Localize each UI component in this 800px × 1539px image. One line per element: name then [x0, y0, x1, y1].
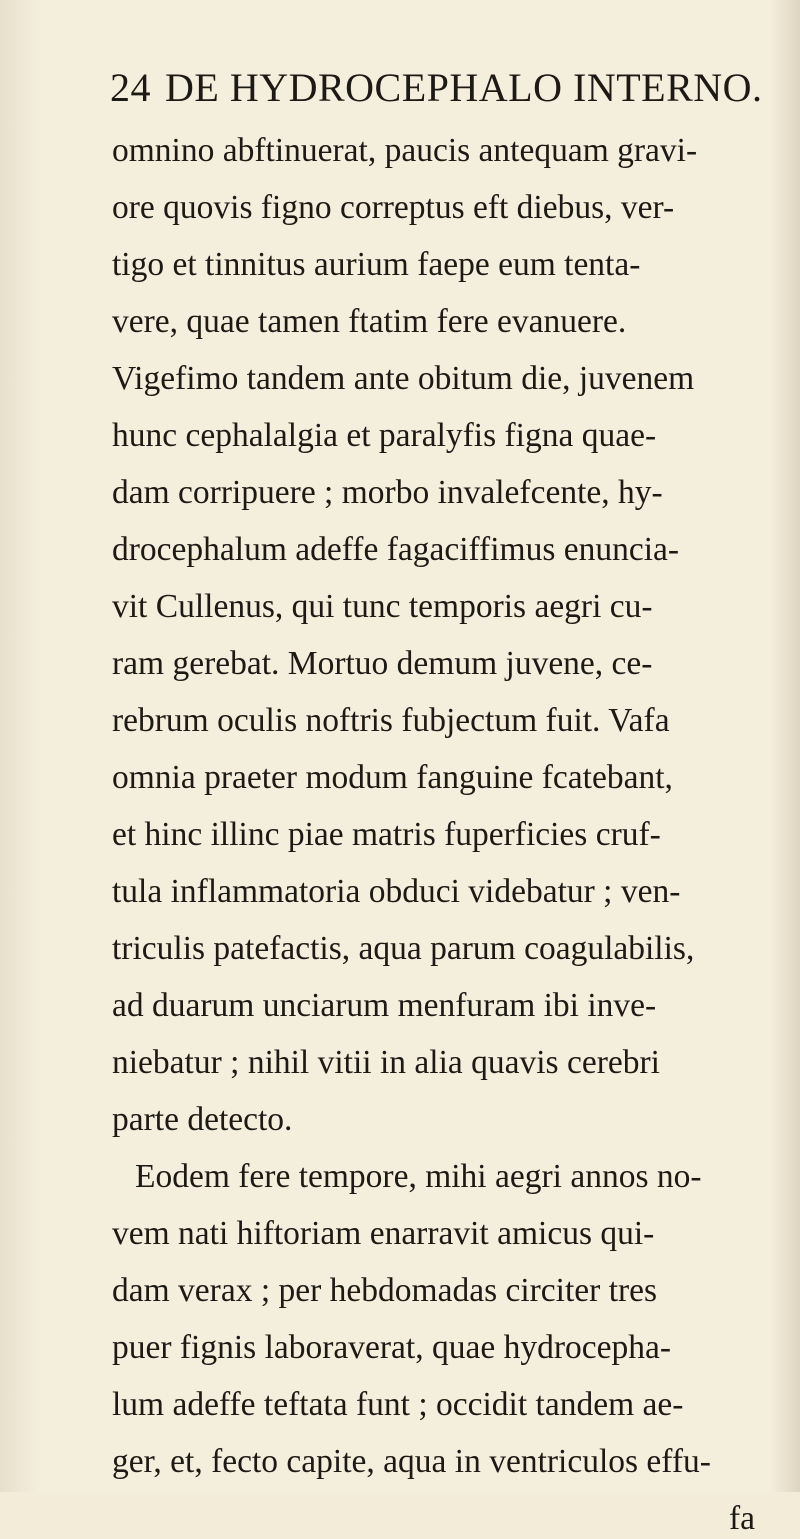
text-line: tula inflammatoria obduci videbatur ; ven- [112, 873, 681, 910]
catchword: fa [729, 1500, 756, 1537]
text-line: drocephalum adeffe fagaciffimus enuncia- [112, 531, 680, 568]
text-line: puer fignis laboraverat, quae hydrocepha- [112, 1329, 672, 1366]
text-line: Vigefimo tandem ante obitum die, juvenem [112, 360, 695, 397]
text-line: omnino abftinuerat, paucis antequam gravi- [112, 132, 698, 169]
text-line: rebrum oculis noftris fubjectum fuit. Vafa [112, 702, 670, 739]
text-line: ad duarum unciarum menfuram ibi inve- [112, 987, 657, 1024]
running-header [110, 64, 763, 111]
text-line: lum adeffe teftata funt ; occidit tandem ae- [112, 1386, 684, 1423]
text-line: ore quovis figno correptus eft diebus, ver- [112, 189, 675, 226]
text-line: dam verax ; per hebdomadas circiter tres [112, 1272, 658, 1309]
text-line: dam corripuere ; morbo invalefcente, hy- [112, 474, 663, 511]
text-line: ger, et, fecto capite, aqua in ventriculos effu- [112, 1443, 711, 1480]
page-number: 24 [110, 65, 151, 110]
text-line: hunc cephalalgia et paralyfis figna quae- [112, 417, 657, 454]
text-line: vem nati hiftoriam enarravit amicus qui- [112, 1215, 655, 1252]
text-line: vere, quae tamen ftatim fere evanuere. [112, 303, 627, 340]
text-line: Eodem fere tempore, mihi aegri annos no- [135, 1158, 702, 1195]
running-title: DE HYDROCEPHALO INTERNO. [165, 65, 763, 110]
text-line: et hinc illinc piae matris fuperficies cruf- [112, 816, 661, 853]
text-line: tigo et tinnitus aurium faepe eum tenta- [112, 246, 641, 283]
text-line: vit Cullenus, qui tunc temporis aegri cu- [112, 588, 653, 625]
text-line: parte detecto. [112, 1101, 293, 1138]
text-line: triculis patefactis, aqua parum coagulabilis, [112, 930, 695, 967]
text-line: ram gerebat. Mortuo demum juvene, ce- [112, 645, 653, 682]
text-line: omnia praeter modum fanguine fcatebant, [112, 759, 673, 796]
text-line: niebatur ; nihil vitii in alia quavis cerebri [112, 1044, 660, 1081]
